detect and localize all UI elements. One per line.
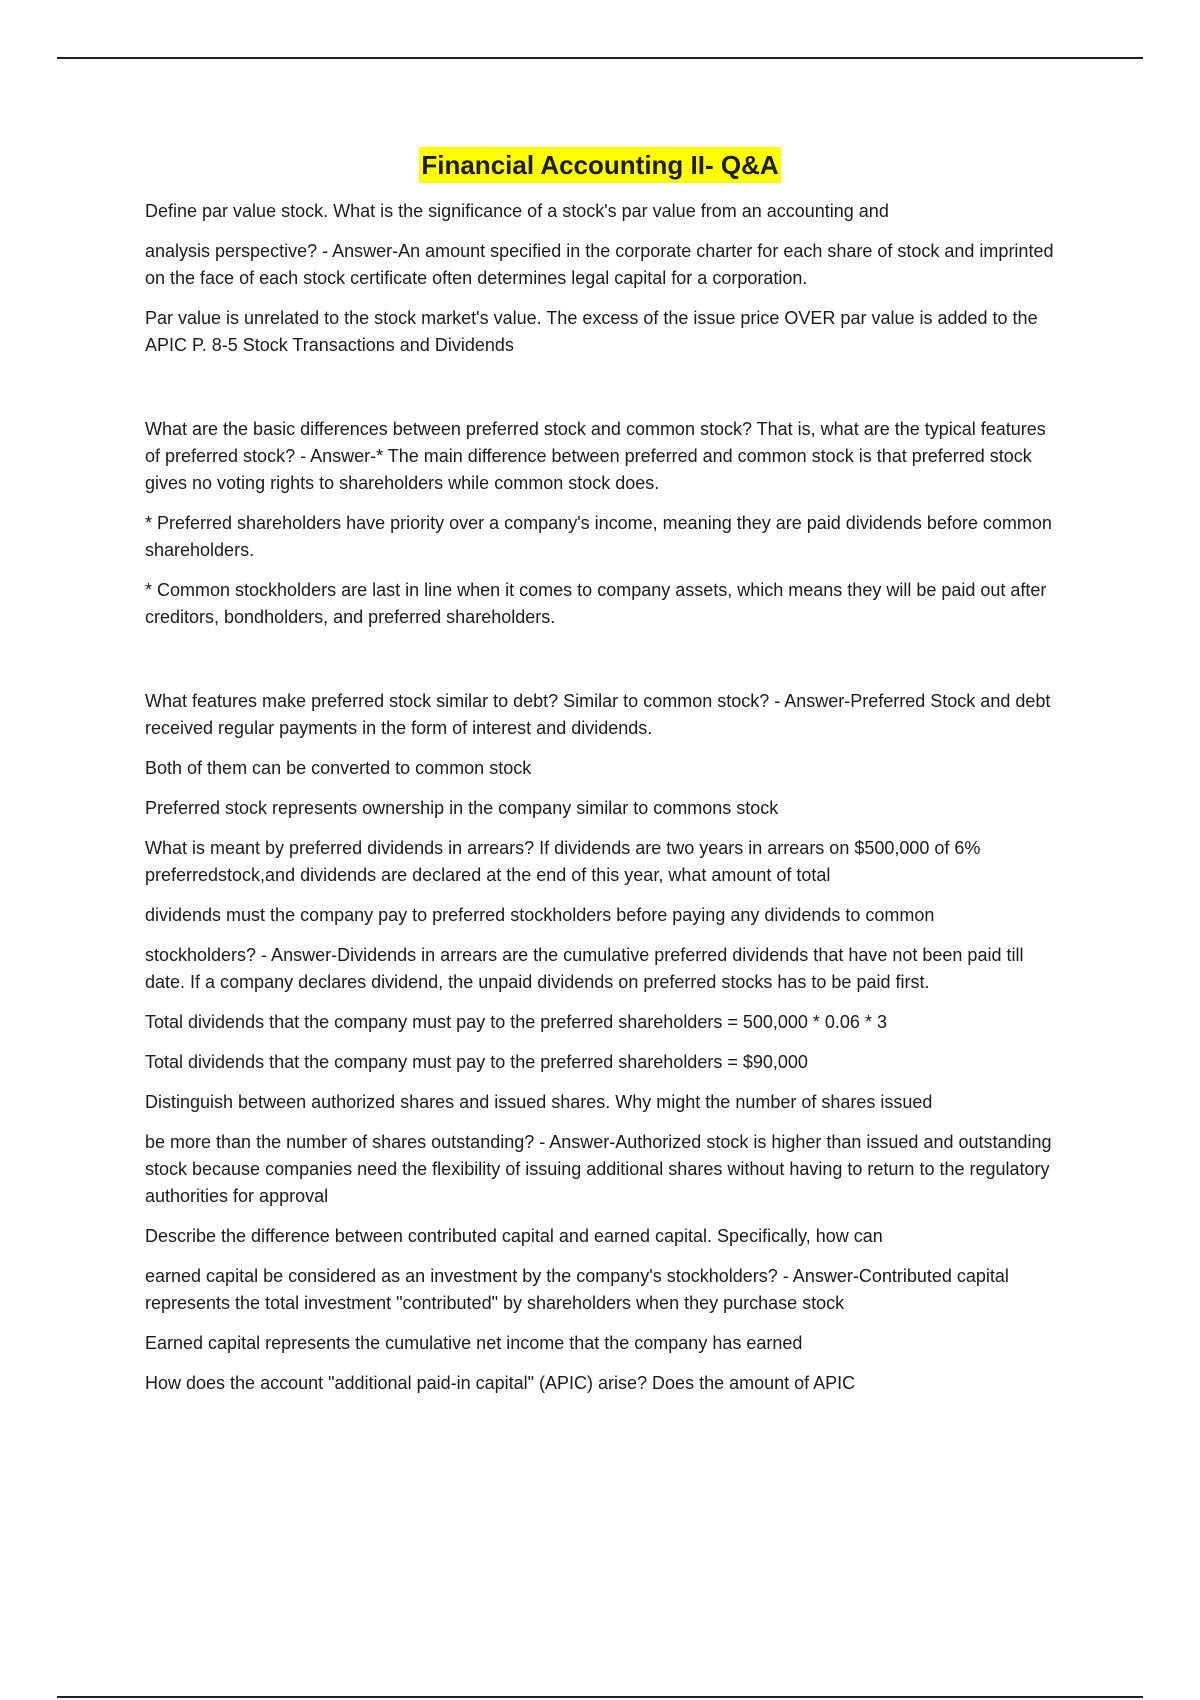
paragraph: earned capital be considered as an investment by the company's stockholders? - Answer-Contributed capital represents the total investment "contributed" by shareholders when they purchase stock bbox=[145, 1266, 1009, 1313]
paragraph: What are the basic differences between preferred stock and common stock? That is, what are the typical features of preferred stock? - Answer-* The main difference between preferred and common stock is that preferred stock gives no voting rights to shareholders while common stock does. bbox=[145, 419, 1046, 493]
paragraph: Total dividends that the company must pay to the preferred shareholders = $90,000 bbox=[145, 1052, 808, 1072]
paragraph: What is meant by preferred dividends in arrears? If dividends are two years in arrears on $500,000 of 6% preferredstock,and dividends are declared at the end of this year, what amount of total bbox=[145, 838, 981, 885]
title-container bbox=[0, 147, 1200, 183]
page-title: Financial Accounting II- Q&A bbox=[419, 147, 780, 183]
paragraph: How does the account "additional paid-in capital" (APIC) arise? Does the amount of APIC bbox=[145, 1373, 856, 1393]
paragraph: What features make preferred stock similar to debt? Similar to common stock? - Answer-Preferred Stock and debt received regular payments in the form of interest and dividends. bbox=[145, 691, 1051, 738]
paragraph: Par value is unrelated to the stock market's value. The excess of the issue price OVER par value is added to the APIC P. 8-5 Stock Transactions and Dividends bbox=[145, 308, 1038, 355]
paragraph: Distinguish between authorized shares and issued shares. Why might the number of shares issued bbox=[145, 1092, 933, 1112]
paragraph: Define par value stock. What is the significance of a stock's par value from an accounting and bbox=[145, 201, 889, 221]
paragraph: be more than the number of shares outstanding? - Answer-Authorized stock is higher than issued and outstanding stock because companies need the flexibility of issuing additional shares without having to return to the regulatory authorities for approval bbox=[145, 1132, 1052, 1206]
paragraph: stockholders? - Answer-Dividends in arrears are the cumulative preferred dividends that have not been paid till date. If a company declares dividend, the unpaid dividends on preferred stocks has to be paid first. bbox=[145, 945, 1024, 992]
document-body bbox=[145, 198, 1065, 1410]
paragraph: Preferred stock represents ownership in the company similar to commons stock bbox=[145, 798, 779, 818]
paragraph: Both of them can be converted to common stock bbox=[145, 758, 532, 778]
bottom-rule bbox=[57, 1696, 1143, 1698]
paragraph: * Common stockholders are last in line when it comes to company assets, which means they will be paid out after creditors, bondholders, and preferred shareholders. bbox=[145, 580, 1047, 627]
paragraph: Total dividends that the company must pay to the preferred shareholders = 500,000 * 0.06 * 3 bbox=[145, 1012, 887, 1032]
paragraph: dividends must the company pay to preferred stockholders before paying any dividends to common bbox=[145, 905, 935, 925]
paragraph: Earned capital represents the cumulative net income that the company has earned bbox=[145, 1333, 803, 1353]
top-rule bbox=[57, 57, 1143, 59]
paragraph: Describe the difference between contributed capital and earned capital. Specifically, how can bbox=[145, 1226, 883, 1246]
paragraph: * Preferred shareholders have priority over a company's income, meaning they are paid dividends before common shareholders. bbox=[145, 513, 1052, 560]
paragraph: analysis perspective? - Answer-An amount specified in the corporate charter for each share of stock and imprinted on the face of each stock certificate often determines legal capital for a corporation. bbox=[145, 241, 1054, 288]
